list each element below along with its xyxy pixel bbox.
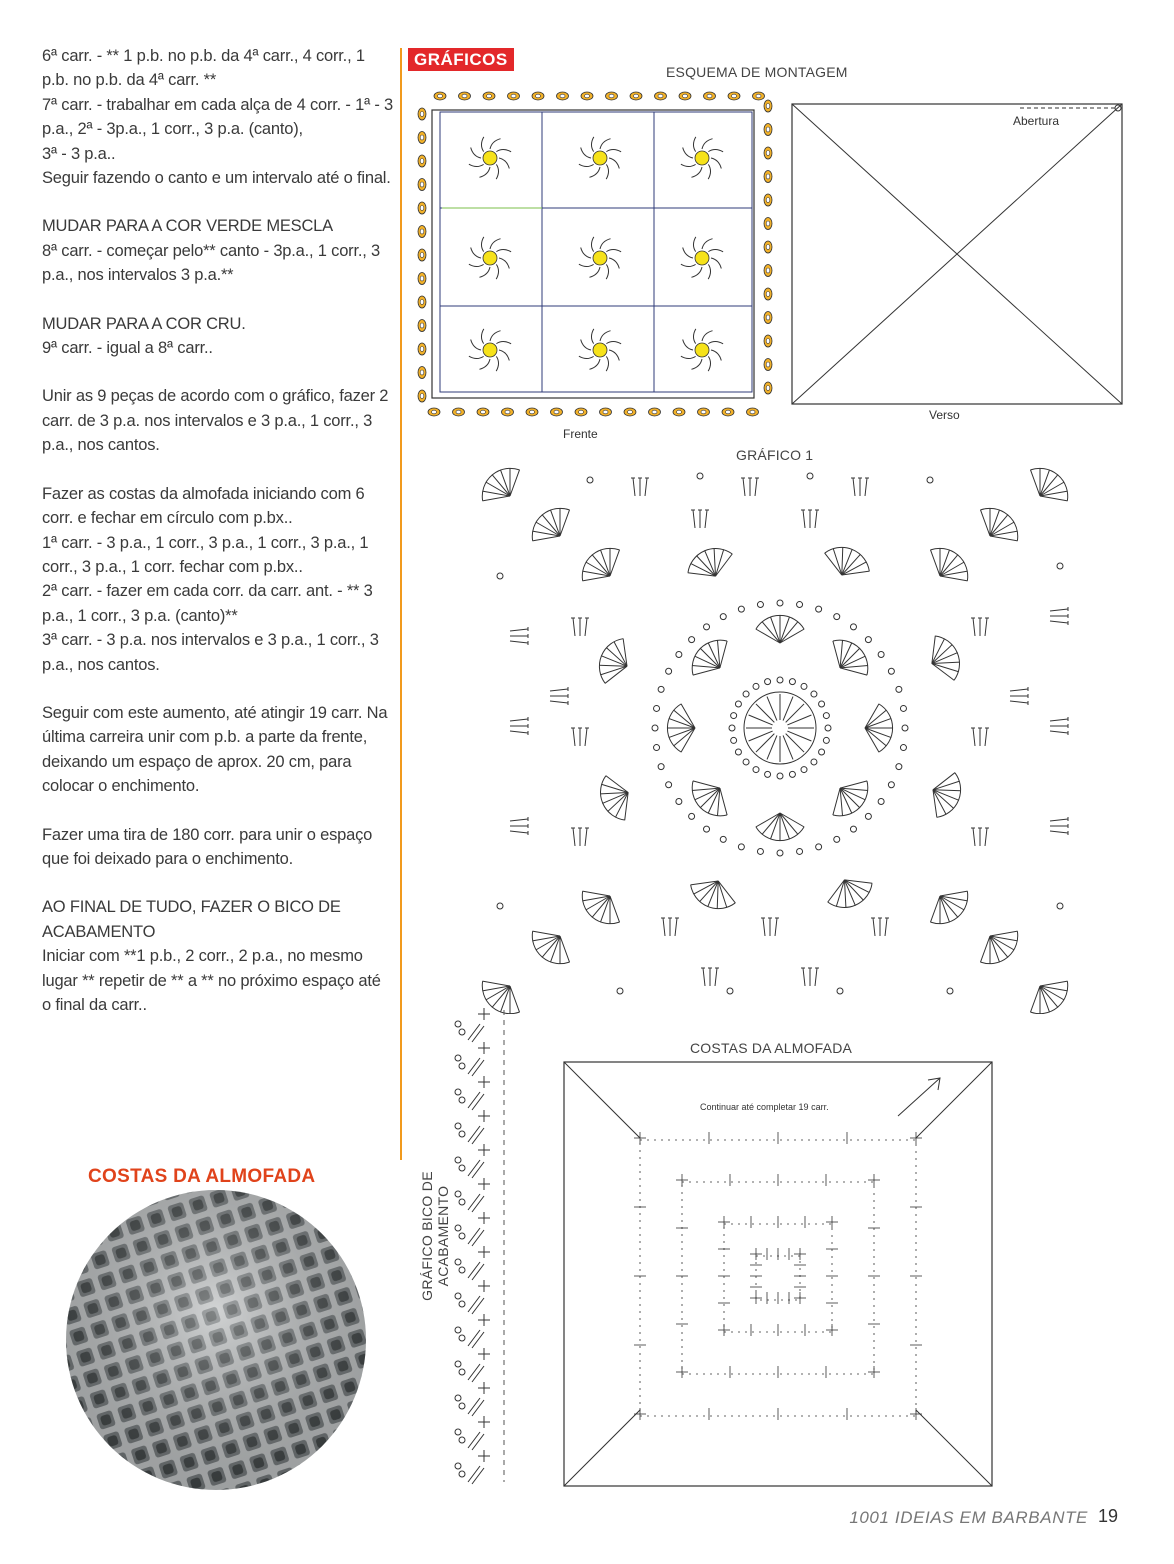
picot	[722, 408, 734, 416]
picot	[477, 408, 489, 416]
stitch-group	[971, 728, 989, 746]
graficos-badge: GRÁFICOS	[408, 48, 514, 71]
chain-stitch	[753, 683, 759, 689]
shell-fan	[683, 771, 737, 825]
picot	[508, 92, 520, 100]
shell-fan	[819, 540, 874, 584]
stitch-group	[691, 510, 709, 528]
picot	[606, 92, 618, 100]
chain-stitch	[888, 782, 894, 788]
picot	[418, 367, 426, 379]
chain-stitch	[837, 988, 843, 994]
chain-stitch	[927, 477, 933, 483]
chain-stitch	[765, 771, 771, 777]
picot	[630, 92, 642, 100]
stitch-group	[851, 478, 869, 496]
chain-stitch	[757, 848, 763, 854]
shell-fan	[593, 770, 638, 826]
picot	[434, 92, 446, 100]
shell-fan	[683, 631, 737, 685]
picot	[453, 408, 465, 416]
montagem-title: ESQUEMA DE MONTAGEM	[666, 64, 848, 80]
instruction-paragraph-8: AO FINAL DE TUDO, FAZER O BICO DE ACABAMENTO Iniciar com **1 p.b., 2 corr., 2 p.a., no mesmo lugar ** repetir de ** a ** no próximo espaço até o final da carr..	[42, 895, 394, 1017]
chain-stitch	[797, 848, 803, 854]
stitch-group	[1050, 817, 1068, 835]
picot	[418, 296, 426, 308]
section-heading: MUDAR PARA A COR VERDE MESCLA	[42, 217, 333, 236]
shell-fan	[592, 633, 636, 688]
chain-stitch	[689, 813, 695, 819]
crochet-texture	[66, 1190, 366, 1490]
flower	[579, 137, 621, 179]
stitch-group	[550, 687, 568, 705]
picot	[418, 132, 426, 144]
chain-stitch	[777, 677, 783, 683]
chain-stitch	[850, 624, 856, 630]
picot	[532, 92, 544, 100]
picot	[418, 273, 426, 285]
flower	[579, 329, 621, 371]
flower	[579, 237, 621, 279]
chain-stitch	[729, 725, 735, 731]
chain-stitch	[697, 473, 703, 479]
chain-stitch	[738, 606, 744, 612]
shell-fan	[1021, 466, 1076, 512]
picot	[649, 408, 661, 416]
chain-stitch	[834, 836, 840, 842]
chain-stitch	[825, 725, 831, 731]
picot	[764, 288, 772, 300]
picot	[551, 408, 563, 416]
shell-fan	[822, 870, 878, 915]
chain-stitch	[777, 850, 783, 856]
page-number: 19	[1098, 1506, 1119, 1526]
picot	[418, 108, 426, 120]
picot	[418, 155, 426, 167]
shell-fan	[573, 880, 628, 933]
picot	[753, 92, 765, 100]
picot	[764, 218, 772, 230]
chain-stitch	[816, 844, 822, 850]
picot	[673, 408, 685, 416]
picot	[679, 92, 691, 100]
stitch-group	[631, 478, 649, 496]
flower	[681, 137, 723, 179]
section-heading: MUDAR PARA A COR CRU.	[42, 314, 246, 333]
abertura-label: Abertura	[1013, 114, 1060, 128]
chain-stitch	[865, 637, 871, 643]
shell-fan	[756, 615, 804, 643]
stitch-group	[761, 918, 779, 936]
instruction-paragraph-7: Fazer uma tira de 180 corr. para unir o espaço que foi deixado para o enchimento.	[42, 825, 373, 868]
chain-stitch	[811, 759, 817, 765]
picot	[575, 408, 587, 416]
shell-fan	[523, 499, 578, 552]
chain-stitch	[1057, 563, 1063, 569]
flower	[681, 237, 723, 279]
stitch-group	[801, 968, 819, 986]
stitch-group	[571, 618, 589, 636]
shell-fan	[682, 541, 738, 586]
photo-title: COSTAS DA ALMOFADA	[88, 1166, 316, 1187]
shell-fan	[573, 539, 628, 592]
instruction-paragraph-2: MUDAR PARA A COR VERDE MESCLA 8ª carr. - começar pelo** canto - 3p.a., 1 corr., 3 p.a., nos intervalos 3 p.a.**	[42, 214, 394, 287]
flower	[469, 137, 511, 179]
picot	[704, 92, 716, 100]
picot	[418, 390, 426, 402]
chain-stitch	[731, 713, 737, 719]
chain-stitch	[704, 624, 710, 630]
chain-stitch	[819, 749, 825, 755]
chain-stitch	[801, 683, 807, 689]
instruction-paragraph-3: MUDAR PARA A COR CRU. 9ª carr. - igual a 8ª carr..	[42, 312, 394, 361]
chain-stitch	[735, 701, 741, 707]
picot	[418, 226, 426, 238]
chain-stitch	[878, 652, 884, 658]
picot	[764, 147, 772, 159]
picot	[764, 335, 772, 347]
picot	[764, 312, 772, 324]
picot	[747, 408, 759, 416]
stitch-group	[1010, 687, 1028, 705]
chain-stitch	[735, 749, 741, 755]
chain-stitch	[801, 767, 807, 773]
shell-fan	[823, 771, 877, 825]
stitch-group	[571, 728, 589, 746]
instruction-paragraph-1: 6ª carr. - ** 1 p.b. no p.b. da 4ª carr., 4 corr., 1 p.b. no p.b. da 4ª carr. ** 7ª carr. - trabalhar em cada alça de 4 corr. - 1ª - 3 p.a., 2ª - 3p.a., 1 corr., 3 p.a. (canto), 3ª - 3 p.a.. Seguir fazendo o canto e um intervalo até o final.	[42, 47, 394, 188]
magazine-name: 1001 IDEIAS EM BARBANTE	[849, 1508, 1088, 1527]
chain-stitch	[666, 668, 672, 674]
chain-stitch	[658, 764, 664, 770]
costas-title: COSTAS DA ALMOFADA	[690, 1040, 853, 1056]
chain-stitch	[807, 473, 813, 479]
shell-fan	[667, 704, 695, 752]
picot	[764, 382, 772, 394]
costas-diagram	[560, 1058, 996, 1492]
chain-stitch	[900, 705, 906, 711]
picot	[655, 92, 667, 100]
flower-motifs	[469, 137, 723, 371]
stitch-group	[1050, 717, 1068, 735]
shell-fan	[685, 872, 740, 916]
shell-fan	[823, 631, 877, 685]
chain-stitch	[834, 614, 840, 620]
chain-stitch	[654, 745, 660, 751]
chain-stitch	[1057, 903, 1063, 909]
chain-stitch	[902, 725, 908, 731]
chain-stitch	[587, 477, 593, 483]
picot	[418, 320, 426, 332]
chain-stitch	[816, 606, 822, 612]
flower	[681, 329, 723, 371]
chain-stitch	[896, 764, 902, 770]
bico-title: GRÁFICO BICO DE ACABAMENTO	[419, 1171, 451, 1301]
stitch-group	[510, 627, 528, 645]
shell-fan	[924, 767, 968, 822]
chain-stitch	[789, 771, 795, 777]
chain-stitch	[704, 826, 710, 832]
chain-stitch	[720, 614, 726, 620]
stitch-group	[871, 918, 889, 936]
instruction-paragraph-6: Seguir com este aumento, até atingir 19 carr. Na última carreira unir com p.b. a parte da frente, deixando um espaço de aprox. 20 cm, para colocar o enchimento.	[42, 703, 388, 796]
grafico1-chart	[480, 466, 1080, 1014]
section-heading: AO FINAL DE TUDO, FAZER O BICO DE ACABAMENTO	[42, 898, 341, 941]
stitch-group	[510, 717, 528, 735]
picot	[581, 92, 593, 100]
picot	[728, 92, 740, 100]
chain-stitch	[727, 988, 733, 994]
picot	[624, 408, 636, 416]
chain-stitch	[865, 813, 871, 819]
chain-stitch	[896, 686, 902, 692]
costas-note: Continuar até completar 19 carr.	[700, 1102, 829, 1112]
picot	[418, 179, 426, 191]
shell-fan	[756, 813, 804, 841]
chain-stitch	[819, 701, 825, 707]
verso-label: Verso	[929, 408, 960, 422]
chain-stitch	[811, 691, 817, 697]
shell-fan	[921, 880, 976, 933]
picot	[764, 194, 772, 206]
instruction-paragraph-5: Fazer as costas da almofada iniciando com 6 corr. e fechar em círculo com p.bx.. 1ª carr. - 3 p.a., 1 corr., 3 p.a., 1 corr., 3 p.a., 1 corr., 3 p.a., 1 corr. fechar com p.bx.. 2ª carr. - fazer em cada corr. da carr. ant. - ** 3 p.a., 1 corr., 3 p.a. (canto)** 3ª carr. - 3 p.a. nos intervalos e 3 p.a., 1 corr., 3 p.a., nos cantos.	[42, 484, 379, 674]
chain-stitch	[797, 602, 803, 608]
stitch-group	[801, 510, 819, 528]
chain-stitch	[777, 600, 783, 606]
picot	[698, 408, 710, 416]
flower	[469, 237, 511, 279]
shell-fan	[480, 466, 529, 512]
column-divider	[400, 48, 402, 1160]
montagem-frente-diagram	[412, 86, 782, 426]
stitch-group	[661, 918, 679, 936]
chain-stitch	[777, 773, 783, 779]
chain-stitch	[878, 798, 884, 804]
chain-stitch	[743, 759, 749, 765]
chain-stitch	[947, 988, 953, 994]
picot	[459, 92, 471, 100]
picot	[764, 171, 772, 183]
picot	[764, 359, 772, 371]
picot	[483, 92, 495, 100]
chain-stitch	[666, 782, 672, 788]
pillow-back-photo	[66, 1190, 366, 1490]
stitch-group	[971, 828, 989, 846]
picot	[502, 408, 514, 416]
picot	[418, 202, 426, 214]
stitch-group	[1050, 607, 1068, 625]
chain-stitch	[900, 745, 906, 751]
picot	[526, 408, 538, 416]
chain-stitch	[765, 679, 771, 685]
chain-stitch	[689, 637, 695, 643]
chain-stitch	[617, 988, 623, 994]
shell-fan	[971, 920, 1026, 973]
chain-stitch	[823, 737, 829, 743]
chain-stitch	[823, 713, 829, 719]
stitch-group	[741, 478, 759, 496]
chain-stitch	[743, 691, 749, 697]
chain-stitch	[731, 737, 737, 743]
shell-fan	[921, 539, 976, 592]
picot	[764, 100, 772, 112]
chain-stitch	[658, 686, 664, 692]
picot	[764, 124, 772, 136]
chain-stitch	[676, 652, 682, 658]
chain-stitch	[654, 705, 660, 711]
shell-fan	[523, 920, 578, 973]
stitch-group	[971, 618, 989, 636]
picot	[418, 249, 426, 261]
picot	[418, 343, 426, 355]
chain-stitch	[497, 903, 503, 909]
chain-stitch	[757, 602, 763, 608]
stitch-group	[510, 817, 528, 835]
picot	[428, 408, 440, 416]
chain-stitch	[753, 767, 759, 773]
chain-stitch	[789, 679, 795, 685]
shell-fan	[922, 630, 967, 686]
chain-stitch	[676, 798, 682, 804]
picot	[600, 408, 612, 416]
montagem-verso-diagram	[790, 102, 1126, 408]
chain-stitch	[738, 844, 744, 850]
flower	[469, 329, 511, 371]
instructions-column	[42, 44, 394, 1041]
picot	[557, 92, 569, 100]
stitch-group	[571, 828, 589, 846]
grafico1-title: GRÁFICO 1	[736, 447, 814, 463]
picot	[764, 241, 772, 253]
chain-stitch	[720, 836, 726, 842]
stitch-group	[701, 968, 719, 986]
shell-fan	[1021, 970, 1076, 1014]
instruction-paragraph-4: Unir as 9 peças de acordo com o gráfico, fazer 2 carr. de 3 p.a. nos intervalos e 3 p.a., 1 corr., 3 p.a., nos cantos.	[42, 387, 389, 455]
shell-fan	[971, 499, 1026, 552]
chain-stitch	[888, 668, 894, 674]
shell-fan	[865, 704, 893, 752]
picot	[764, 265, 772, 277]
chain-stitch	[497, 573, 503, 579]
chain-stitch	[652, 725, 658, 731]
chain-stitch	[850, 826, 856, 832]
frente-label: Frente	[563, 427, 598, 441]
bico-chart	[440, 1000, 520, 1490]
